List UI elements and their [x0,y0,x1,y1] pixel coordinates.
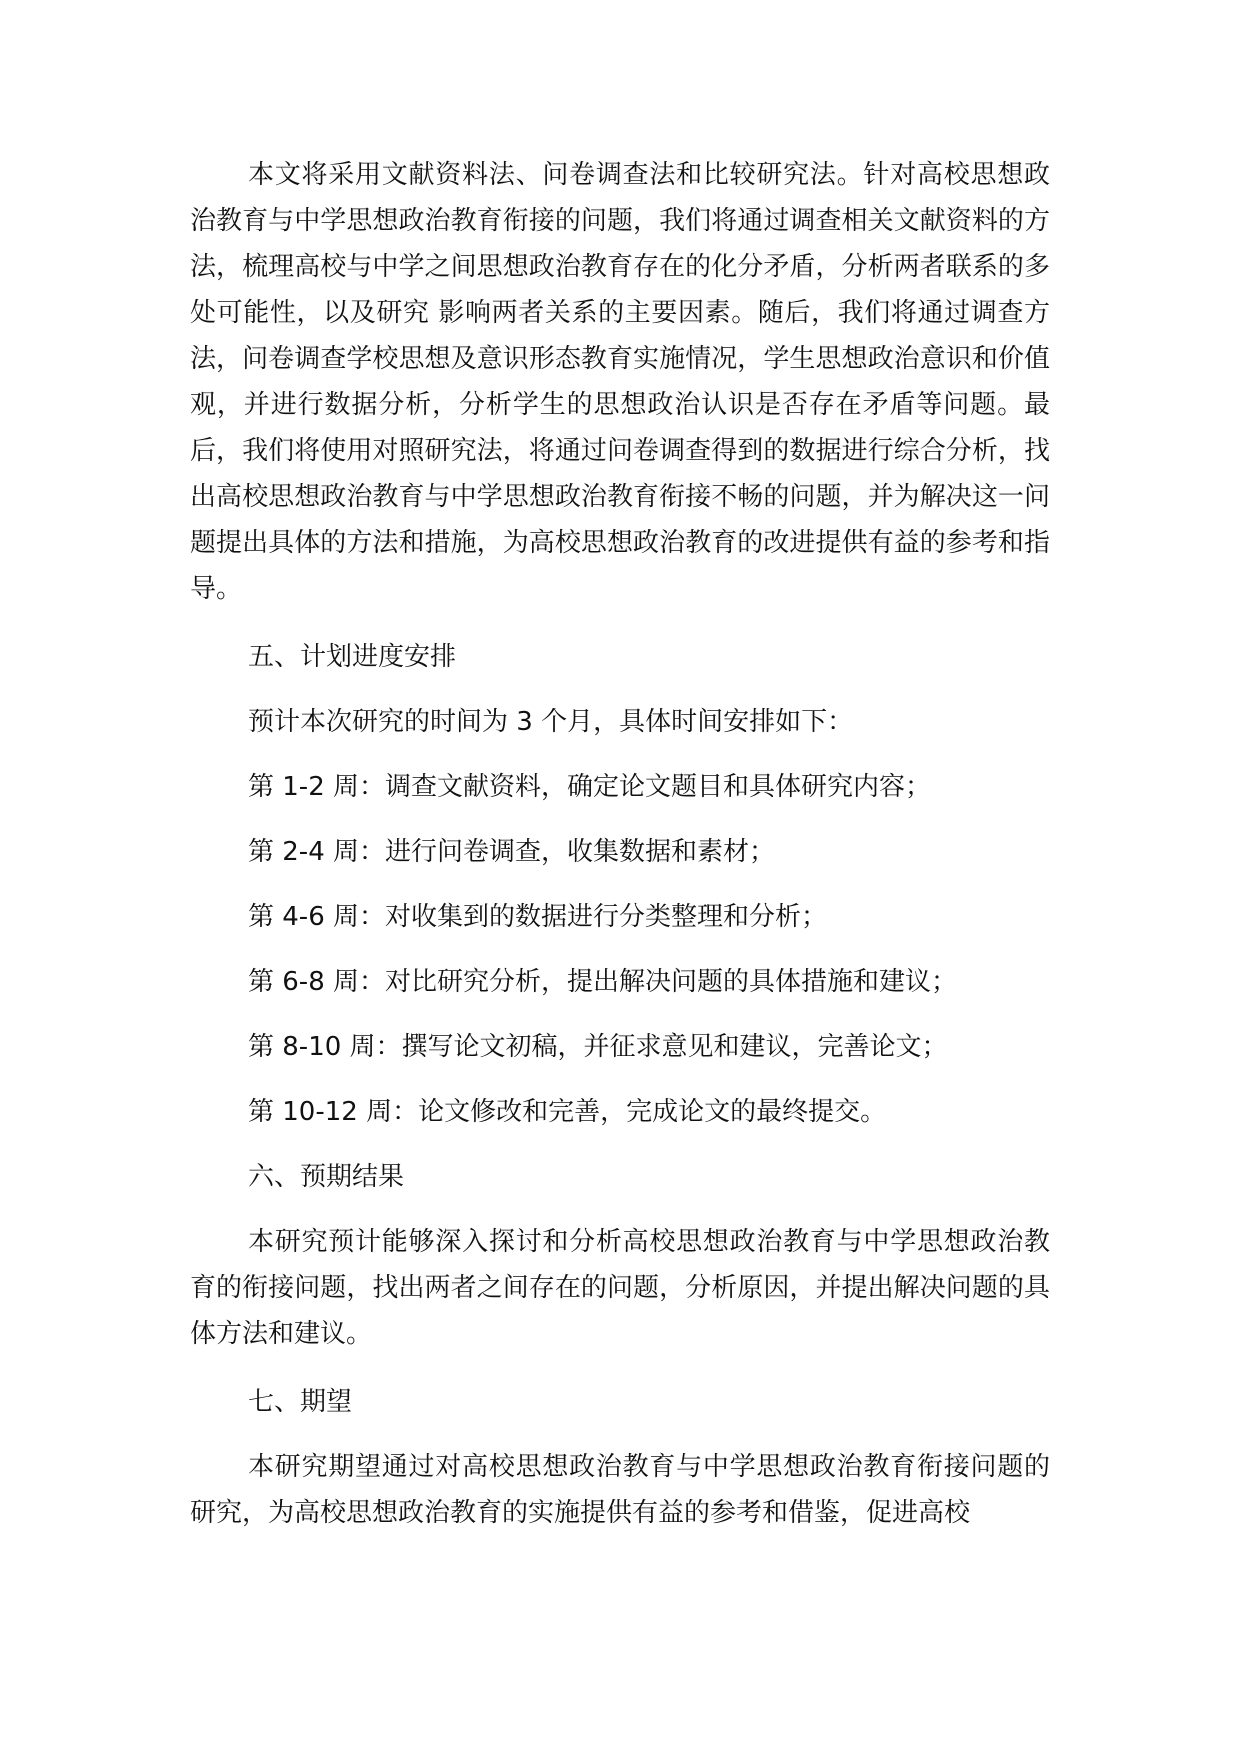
document-body [190,152,1050,1536]
schedule-item-1: 第 1-2 周：调查文献资料，确定论文题目和具体研究内容； [248,772,931,802]
schedule-item-6: 第 10-12 周：论文修改和完善，完成论文的最终提交。 [248,1097,887,1127]
schedule-item-3: 第 4-6 周：对收集到的数据进行分类整理和分析； [248,902,827,932]
schedule-item-5: 第 8-10 周：撰写论文初稿，并征求意见和建议，完善论文； [248,1032,948,1062]
section-heading-schedule: 五、计划进度安排 [248,642,457,672]
results-paragraph: 本研究预计能够深入探讨和分析高校思想政治教育与中学思想政治教育的衔接问题，找出两者之间存在的问题，分析原因，并提出解决问题的具体方法和建议。 [190,1227,1050,1349]
schedule-item-4: 第 6-8 周：对比研究分析，提出解决问题的具体措施和建议； [248,967,957,997]
section-heading-results: 六、预期结果 [248,1162,405,1192]
expectation-paragraph: 本研究期望通过对高校思想政治教育与中学思想政治教育衔接问题的研究，为高校思想政治教育的实施提供有益的参考和借鉴，促进高校 [190,1452,1050,1528]
schedule-intro: 预计本次研究的时间为 3 个月，具体时间安排如下： [248,707,854,737]
section-heading-expectation: 七、期望 [248,1387,353,1417]
methods-paragraph: 本文将采用文献资料法、问卷调查法和比较研究法。针对高校思想政治教育与中学思想政治教育衔接的问题，我们将通过调查相关文献资料的方法，梳理高校与中学之间思想政治教育存在的化分矛盾，分析两者联系的多处可能性，以及研究 影响两者关系的主要因素。随后，我们将通过调查方法，问卷调查学校思想及意识形态教育实施情况，学生思想政治意识和价值观，并进行数据分析，分析学生的思想政治认识是否存在矛盾等问题。最后，我们将使用对照研究法，将通过问卷调查得到的数据进行综合分析，找出高校思想政治教育与中学思想政治教育衔接不畅的问题，并为解决这一问题提出具体的方法和措施，为高校思想政治教育的改进提供有益的参考和指导。 [190,160,1050,604]
schedule-item-2: 第 2-4 周：进行问卷调查，收集数据和素材； [248,837,775,867]
